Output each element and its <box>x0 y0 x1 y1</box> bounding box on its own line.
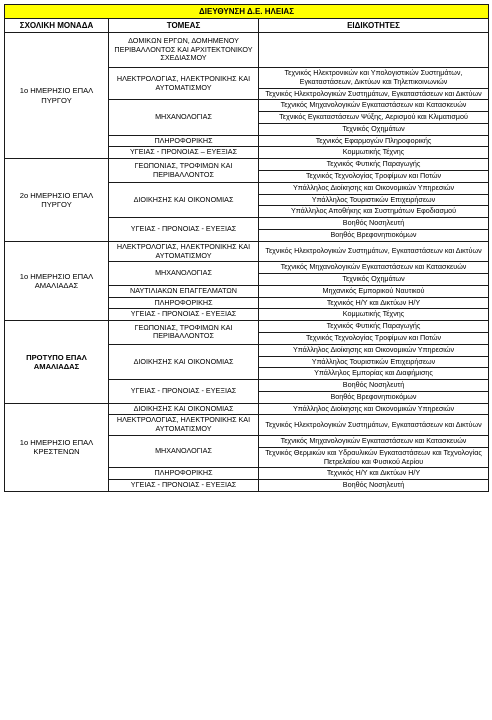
specialty-cell: Τεχνικός Εγκαταστάσεων Ψύξης, Αερισμού και Κλιματισμού <box>259 112 489 124</box>
school-name-cell: 1ο ΗΜΕΡΗΣΙΟ ΕΠΑΛ ΑΜΑΛΙΑΔΑΣ <box>5 241 109 320</box>
sector-name-cell: ΜΗΧΑΝΟΛΟΓΙΑΣ <box>109 436 259 468</box>
specialty-cell: Κομμωτικής Τέχνης <box>259 147 489 159</box>
specialty-cell: Τεχνικός Φυτικής Παραγωγής <box>259 321 489 333</box>
sector-name-cell: ΥΓΕΙΑΣ - ΠΡΟΝΟΙΑΣ - ΕΥΕΞΙΑΣ <box>109 480 259 492</box>
sector-name-cell: ΥΓΕΙΑΣ - ΠΡΟΝΟΙΑΣ - ΕΥΕΞΙΑΣ <box>109 380 259 404</box>
school-name-cell: 2ο ΗΜΕΡΗΣΙΟ ΕΠΑΛ ΠΥΡΓΟΥ <box>5 159 109 241</box>
table-row <box>5 403 489 415</box>
specialty-cell: Κομμωτικής Τέχνης <box>259 309 489 321</box>
specialties-table <box>4 4 489 492</box>
specialty-cell: Βοηθός Νοσηλευτή <box>259 480 489 492</box>
specialty-cell: Τεχνικός Τεχνολογίας Τροφίμων και Ποτών <box>259 171 489 183</box>
specialty-cell: Υπάλληλος Αποθήκης και Συστημάτων Εφοδιασμού <box>259 206 489 218</box>
school-name-cell: ΠΡΟΤΥΠΟ ΕΠΑΛ ΑΜΑΛΙΑΔΑΣ <box>5 321 109 403</box>
table-row <box>5 321 489 333</box>
specialty-cell: Τεχνικός Τεχνολογίας Τροφίμων και Ποτών <box>259 332 489 344</box>
title-row <box>5 5 489 19</box>
school-name-cell: 1ο ΗΜΕΡΗΣΙΟ ΕΠΑΛ ΚΡΕΣΤΕΝΩΝ <box>5 403 109 491</box>
table-row <box>5 33 489 68</box>
header-row <box>5 19 489 33</box>
sector-name-cell: ΔΙΟΙΚΗΣΗΣ ΚΑΙ ΟΙΚΟΝΟΜΙΑΣ <box>109 403 259 415</box>
sector-name-cell: ΠΛΗΡΟΦΟΡΙΚΗΣ <box>109 135 259 147</box>
specialty-cell: Τεχνικός Ηλεκτρολογικών Συστημάτων, Εγκαταστάσεων και Δικτύων <box>259 88 489 100</box>
specialty-cell: Μηχανικός Εμπορικού Ναυτικού <box>259 285 489 297</box>
sector-name-cell: ΥΓΕΙΑΣ - ΠΡΟΝΟΙΑΣ - ΕΥΕΞΙΑΣ <box>109 218 259 242</box>
specialty-cell: Τεχνικός Ηλεκτρολογικών Συστημάτων, Εγκαταστάσεων και Δικτύων <box>259 241 489 262</box>
specialty-cell: Υπάλληλος Διοίκησης και Οικονομικών Υπηρεσιών <box>259 182 489 194</box>
sector-name-cell: ΥΓΕΙΑΣ - ΠΡΟΝΟΙΑΣ – ΕΥΕΞΙΑΣ <box>109 147 259 159</box>
sector-name-cell: ΓΕΩΠΟΝΙΑΣ, ΤΡΟΦΙΜΩΝ ΚΑΙ ΠΕΡΙΒΑΛΛΟΝΤΟΣ <box>109 159 259 183</box>
sector-name-cell: ΗΛΕΚΤΡΟΛΟΓΙΑΣ, ΗΛΕΚΤΡΟΝΙΚΗΣ ΚΑΙ ΑΥΤΟΜΑΤΙΣΜΟΥ <box>109 415 259 436</box>
sector-name-cell: ΗΛΕΚΤΡΟΛΟΓΙΑΣ, ΗΛΕΚΤΡΟΝΙΚΗΣ ΚΑΙ ΑΥΤΟΜΑΤΙΣΜΟΥ <box>109 241 259 262</box>
school-name-cell: 1ο ΗΜΕΡΗΣΙΟ ΕΠΑΛ ΠΥΡΓΟΥ <box>5 33 109 159</box>
document-page <box>4 4 488 492</box>
specialty-cell: Υπάλληλος Διοίκησης και Οικονομικών Υπηρεσιών <box>259 403 489 415</box>
column-header-specialties: ΕΙΔΙΚΟΤΗΤΕΣ <box>259 19 489 33</box>
specialty-cell: Τεχνικός Θερμικών και Υδραυλικών Εγκαταστάσεων και Τεχνολογίας Πετρελαίου και Φυσικού Αερίου <box>259 447 489 468</box>
specialty-cell: Βοηθός Νοσηλευτή <box>259 218 489 230</box>
specialty-cell: Υπάλληλος Εμπορίας και Διαφήμισης <box>259 368 489 380</box>
specialty-cell: Τεχνικός Ηλεκτρολογικών Συστημάτων, Εγκαταστάσεων και Δικτύων <box>259 415 489 436</box>
specialty-cell: Τεχνικός Η/Υ και Δικτύων Η/Υ <box>259 468 489 480</box>
sector-name-cell: ΠΛΗΡΟΦΟΡΙΚΗΣ <box>109 297 259 309</box>
specialty-cell: Υπάλληλος Διοίκησης και Οικονομικών Υπηρεσιών <box>259 344 489 356</box>
specialty-cell: Βοηθός Νοσηλευτή <box>259 380 489 392</box>
specialty-cell: Τεχνικός Οχημάτων <box>259 274 489 286</box>
sector-name-cell: ΜΗΧΑΝΟΛΟΓΙΑΣ <box>109 100 259 135</box>
table-row <box>5 241 489 262</box>
table-row <box>5 159 489 171</box>
sector-name-cell: ΔΙΟΙΚΗΣΗΣ ΚΑΙ ΟΙΚΟΝΟΜΙΑΣ <box>109 182 259 217</box>
specialty-cell: Τεχνικός Η/Υ και Δικτύων Η/Υ <box>259 297 489 309</box>
specialty-cell: Τεχνικός Οχημάτων <box>259 123 489 135</box>
sector-name-cell: ΓΕΩΠΟΝΙΑΣ, ΤΡΟΦΙΜΩΝ ΚΑΙ ΠΕΡΙΒΑΛΛΟΝΤΟΣ <box>109 321 259 345</box>
sector-name-cell: ΔΙΟΙΚΗΣΗΣ ΚΑΙ ΟΙΚΟΝΟΜΙΑΣ <box>109 344 259 379</box>
specialty-cell: Τεχνικός Μηχανολογικών Εγκαταστάσεων και Κατασκευών <box>259 436 489 448</box>
table-title: ΔΙΕΥΘΥΝΣΗ Δ.Ε. ΗΛΕΙΑΣ <box>5 5 489 19</box>
table-body <box>5 33 489 492</box>
specialty-cell: Τεχνικός Φυτικής Παραγωγής <box>259 159 489 171</box>
specialty-cell: Βοηθός Βρεφονηπιοκόμων <box>259 391 489 403</box>
column-header-sector: ΤΟΜΕΑΣ <box>109 19 259 33</box>
specialty-cell: Υπάλληλος Τουριστικών Επιχειρήσεων <box>259 194 489 206</box>
specialty-cell: Τεχνικός Εφαρμογών Πληροφορικής <box>259 135 489 147</box>
column-header-school: ΣΧΟΛΙΚΗ ΜΟΝΑΔΑ <box>5 19 109 33</box>
specialty-cell: Βοηθός Βρεφονηπιοκόμων <box>259 229 489 241</box>
sector-name-cell: ΜΗΧΑΝΟΛΟΓΙΑΣ <box>109 262 259 286</box>
specialty-cell: Τεχνικός Μηχανολογικών Εγκαταστάσεων και Κατασκευών <box>259 100 489 112</box>
sector-name-cell: ΥΓΕΙΑΣ - ΠΡΟΝΟΙΑΣ - ΕΥΕΞΙΑΣ <box>109 309 259 321</box>
specialty-cell: Τεχνικός Μηχανολογικών Εγκαταστάσεων και Κατασκευών <box>259 262 489 274</box>
specialty-cell: Υπάλληλος Τουριστικών Επιχειρήσεων <box>259 356 489 368</box>
specialty-cell: Τεχνικός Ηλεκτρονικών και Υπολογιστικών Συστημάτων, Εγκαταστάσεων, Δικτύων και Τηλεπικοινωνιών <box>259 68 489 89</box>
sector-name-cell: ΔΟΜΙΚΩΝ ΕΡΓΩΝ, ΔΟΜΗΜΕΝΟΥ ΠΕΡΙΒΑΛΛΟΝΤΟΣ ΚΑΙ ΑΡΧΙΤΕΚΤΟΝΙΚΟΥ ΣΧΕΔΙΑΣΜΟΥ <box>109 33 259 68</box>
sector-name-cell: ΝΑΥΤΙΛΙΑΚΩΝ ΕΠΑΓΓΕΛΜΑΤΩΝ <box>109 285 259 297</box>
sector-name-cell: ΗΛΕΚΤΡΟΛΟΓΙΑΣ, ΗΛΕΚΤΡΟΝΙΚΗΣ ΚΑΙ ΑΥΤΟΜΑΤΙΣΜΟΥ <box>109 68 259 100</box>
sector-name-cell: ΠΛΗΡΟΦΟΡΙΚΗΣ <box>109 468 259 480</box>
specialty-cell <box>259 33 489 68</box>
